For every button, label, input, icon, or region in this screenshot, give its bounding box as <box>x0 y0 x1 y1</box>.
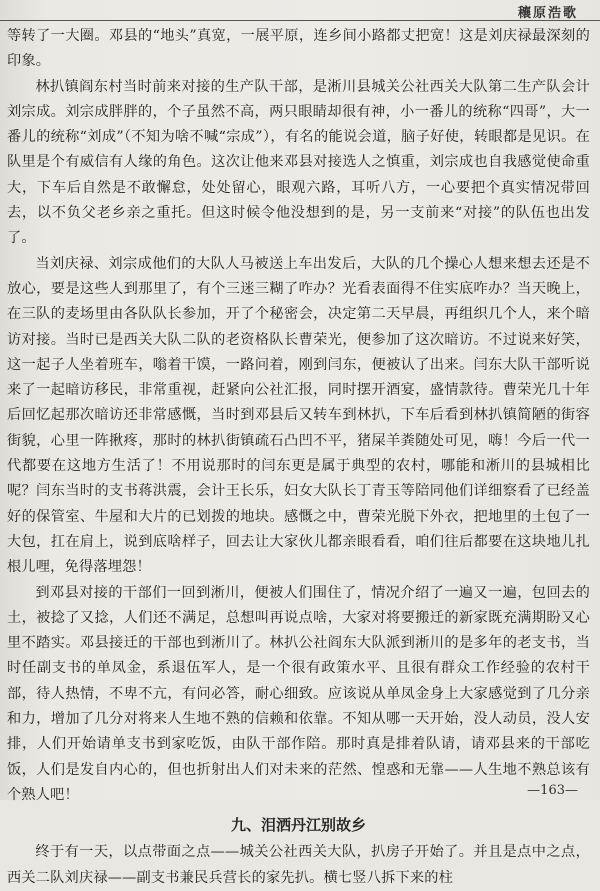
paragraph-4: 到邓县对接的干部们一回到淅川，便被人们围住了，情况介绍了一遍又一遍，包回去的土，被捻了又捻，人们还不满足，总想叫再说点啥，大家对将要搬迁的新家既充满期盼又心里不踏实。邓县接迁的干部也到淅川了。林扒公社阎东大队派到淅川的是多年的老支书，当时任副支书的单凤金，系退伍军人，是一个很有政策水平、且很有群众工作经验的农村干部，待人热情，不卑不亢，有问必答，耐心细致。应该说从单凤金身上大家感觉到了几分亲和力，增加了几分对将来人生地不熟的信赖和依靠。不知从哪一天开始，没人动员，没人安排，人们开始请单支书到家吃饭，由队干部作陪。那时真是排着队请，请邓县来的干部吃饭，人们是发自内心的，但也折射出人们对未来的茫然、惶惑和无靠——人生地不熟总该有个熟人吧！ <box>7 584 590 803</box>
paragraph-1: 等转了一大圈。邓县的“地头”真宽，一展平原，连乡间小路都丈把宽！这是刘庆禄最深刻的印象。 <box>7 28 590 70</box>
running-header <box>0 0 600 21</box>
page-number: —163— <box>527 783 578 798</box>
paragraph-2: 林扒镇阎东村当时前来对接的生产队干部，是淅川县城关公社西关大队第二生产队会计刘宗成。刘宗成胖胖的，个子虽然不高，两只眼睛却很有神，小一番儿的统称“四哥”，大一番儿的统称“刘成”（不知为啥不喊“宗成”），有名的能说会道，脑子好使，转眼都是见识。在队里是个有威信有人缘的角色。这次让他来邓县对接选人之慎重，刘宗成也自我感觉使命重大，下车后自然是不敢懈怠，处处留心，眼观六路，耳听八方，一心要把个真实情况带回去，以不负父老乡亲之重托。但这时候令他没想到的是，另一支前来“对接”的队伍也出发了。 <box>7 78 590 247</box>
page-body <box>7 24 590 891</box>
running-header-title: 穰原浩歌 <box>517 6 578 21</box>
paragraph-3: 当刘庆禄、刘宗成他们的大队人马被送上车出发后，大队的几个操心人想来想去还是不放心，要是这些人到那里了，有个三迷三糊了咋办？光看表面得不住实底咋办？当天晚上，在三队的麦场里由各队队长参加，开了个秘密会，决定第二天早晨，再组织几个人，来个暗访对接。当时已是西关大队二队的老资格队长曹荣光，便参加了这次暗访。不过说来好笑，这一起子人坐着班车，嗡着干馍，一路问着，刚到闫东，便被认了出来。闫东大队干部听说来了一起暗访移民，非常重视，赶紧向公社汇报，同时摆开酒宴，盛情款待。曹荣光几十年后回忆起那次暗访还非常感慨，当时到邓县后又转车到林扒，下车后看到林扒镇简陋的街容街貌，心里一阵揪疼，那时的林扒街镇疏石凸凹不平，猪屎羊粪随处可见，嗨！今后一代一代都要在这地方生活了！不用说那时的闫东更是属于典型的农村，哪能和淅川的县城相比呢？闫东当时的支书蒋洪震，会计王长乐，妇女大队长丁青玉等陪同他们详细察看了已经盖好的保管室、牛屋和大片的已划拨的地块。感慨之中，曹荣光脱下外衣，把地里的土包了一大包，扛在肩上，说到底啥样子，回去让大家伙儿都亲眼看看，咱们往后都要在这块地儿扎根儿哩，免得落埋怨！ <box>7 255 590 576</box>
paragraph-5: 终于有一天，以点带面之点——城关公社西关大队，扒房子开始了。并且是点中之点，西关二队刘庆禄——副支书兼民兵营长的家先扒。横七竖八拆下来的柱 <box>7 844 590 886</box>
section-heading: 九、泪洒丹江别故乡 <box>230 816 366 835</box>
